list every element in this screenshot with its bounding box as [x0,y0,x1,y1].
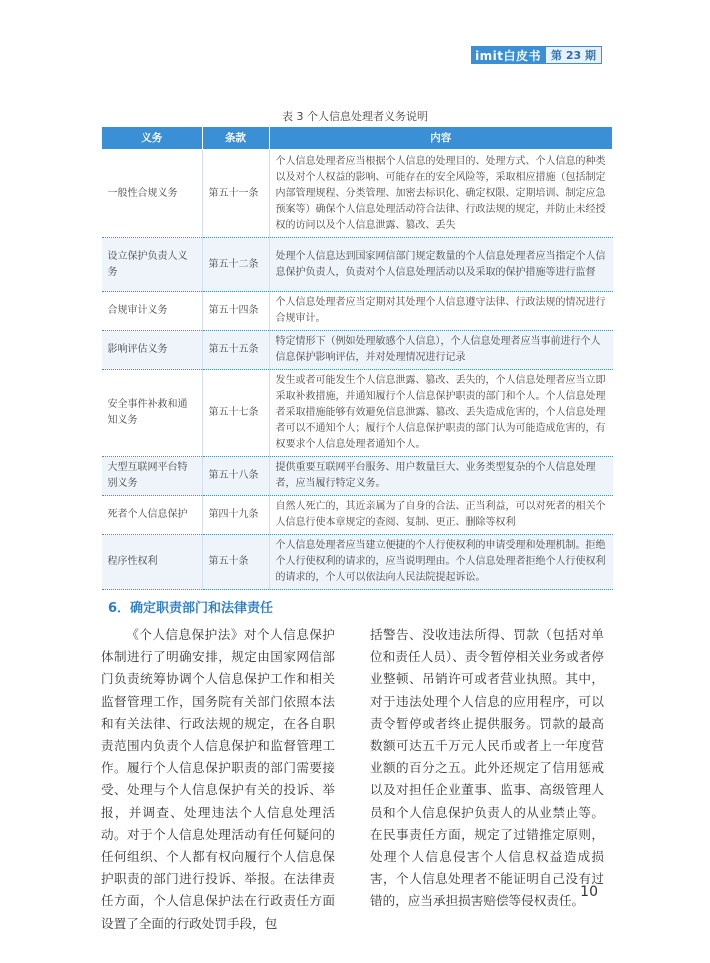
content-cell: 提供重要互联网平台服务、用户数量巨大、业务类型复杂的个人信息处理者，应当履行特定义务。 [269,457,613,496]
header-content: 内容 [269,127,613,150]
body-column-left [101,624,335,935]
table-row [102,370,613,457]
duty-cell: 合规审计义务 [102,292,203,331]
table-row [102,496,613,535]
clause-cell: 第五十四条 [202,292,269,331]
duty-cell: 程序性权利 [102,535,203,590]
table-row [102,331,613,370]
content-cell: 个人信息处理者应当建立便捷的个人行使权利的申请受理和处理机制。拒绝个人行使权利的请求的，应当说明理由。个人信息处理者拒绝个人行使权利的请求的，个人可以依法向人民法院提起诉讼。 [269,535,613,590]
content-cell: 个人信息处理者应当根据个人信息的处理目的、处理方式、个人信息的种类以及对个人权益的影响、可能存在的安全风险等，采取相应措施（包括制定内部管理规程、分类管理、加密去标识化、确定权限、定期培训、制定应急预案等）确保个人信息处理活动符合法律、行政法规的规定，并防止未经授权的访问以及个人信息泄露、篡改、丢失 [269,150,613,238]
content-cell: 自然人死亡的，其近亲属为了自身的合法、正当利益，可以对死者的相关个人信息行使本章规定的查阅、复制、更正、删除等权利 [269,496,613,535]
table-row [102,292,613,331]
table-row [102,238,613,292]
publication-badge [471,46,602,64]
duty-cell: 一般性合规义务 [102,150,203,238]
table-row [102,457,613,496]
issue-number: 第 23 期 [545,46,602,64]
table-row [102,150,613,238]
clause-cell: 第五十二条 [202,238,269,292]
clause-cell: 第五十条 [202,535,269,590]
duty-cell: 大型互联网平台特别义务 [102,457,203,496]
clause-cell: 第四十九条 [202,496,269,535]
content-cell: 处理个人信息达到国家网信部门规定数量的个人信息处理者应当指定个人信息保护负责人，负责对个人信息处理活动以及采取的保护措施等进行监督 [269,238,613,292]
clause-cell: 第五十五条 [202,331,269,370]
clause-cell: 第五十七条 [202,370,269,457]
duty-cell: 死者个人信息保护 [102,496,203,535]
content-cell: 个人信息处理者应当定期对其处理个人信息遵守法律、行政法规的情况进行合规审计。 [269,292,613,331]
header-duty: 义务 [102,127,203,150]
clause-cell: 第五十八条 [202,457,269,496]
table-header-row [102,127,613,150]
table-caption: 表 3 个人信息处理者义务说明 [282,110,428,123]
page-number: 10 [580,884,598,900]
section-heading: 6．确定职责部门和法律责任 [108,601,274,616]
body-paragraph: 《个人信息保护法》对个人信息保护体制进行了明确安排，规定由国家网信部门负责统筹协调个人信息保护工作和相关监督管理工作，国务院有关部门依照本法和有关法律、行政法规的规定，在各自职责范围内负责个人信息保护和监督管理工作。履行个人信息保护职责的部门需要接受、处理与个人信息保护有关的投诉、举报，并调查、处理违法个人信息处理活动。对于个人信息处理活动有任何疑问的任何组织、个人都有权向履行个人信息保护职责的部门进行投诉、举报。在法律责任方面，个人信息保护法在行政责任方面设置了全面的行政处罚手段，包 [101,627,335,931]
body-column-right [370,624,604,913]
content-cell: 特定情形下（例如处理敏感个人信息），个人信息处理者应当事前进行个人信息保护影响评估，并对处理情况进行记录 [269,331,613,370]
duty-cell: 影响评估义务 [102,331,203,370]
brand-logo: imit白皮书 [471,46,545,64]
body-paragraph: 括警告、没收违法所得、罚款（包括对单位和责任人员）、责令暂停相关业务或者停业整顿、吊销许可或者营业执照。其中，对于违法处理个人信息的应用程序，可以责令暂停或者终止提供服务。罚款的最高数额可达五千万元人民币或者上一年度营业额的百分之五。此外还规定了信用惩戒以及对担任企业董事、监事、高级管理人员和个人信息保护负责人的从业禁止等。在民事责任方面，规定了过错推定原则，处理个人信息侵害个人信息权益造成损害，个人信息处理者不能证明自己没有过错的，应当承担损害赔偿等侵权责任。 [370,627,604,909]
header-clause: 条款 [202,127,269,150]
table-row [102,535,613,590]
obligations-table [101,126,613,590]
duty-cell: 安全事件补救和通知义务 [102,370,203,457]
duty-cell: 设立保护负责人义务 [102,238,203,292]
content-cell: 发生或者可能发生个人信息泄露、篡改、丢失的，个人信息处理者应当立即采取补救措施，并通知履行个人信息保护职责的部门和个人。个人信息处理者采取措施能够有效避免信息泄露、篡改、丢失造成危害的，个人信息处理者可以不通知个人；履行个人信息保护职责的部门认为可能造成危害的，有权要求个人信息处理者通知个人。 [269,370,613,457]
clause-cell: 第五十一条 [202,150,269,238]
